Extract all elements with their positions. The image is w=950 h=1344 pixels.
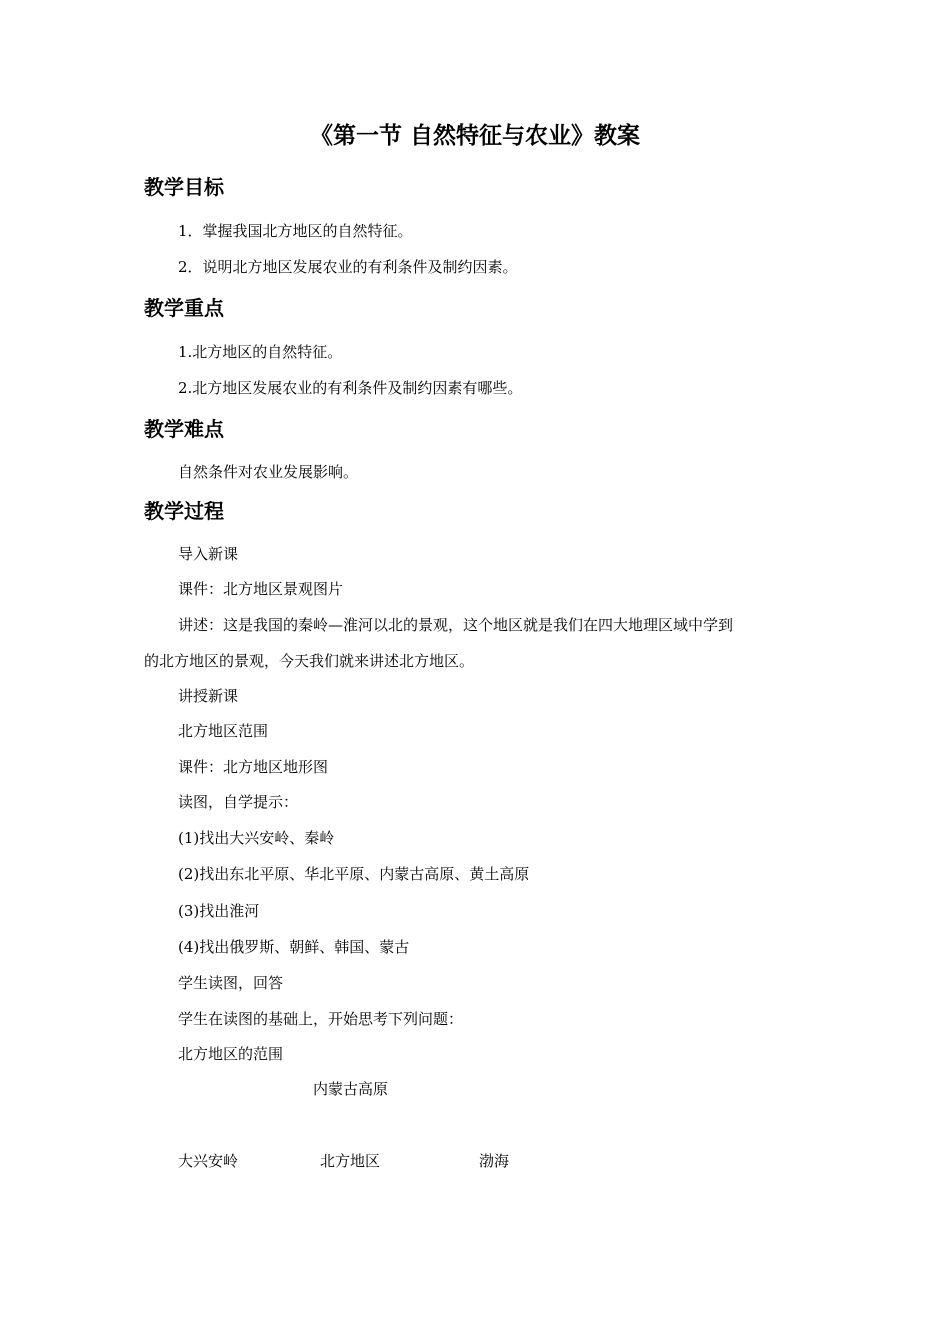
objective-item-2: 2．说明北方地区发展农业的有利条件及制约因素。 — [178, 258, 518, 276]
diagram-label-north: 内蒙古高原 — [313, 1080, 389, 1098]
key-point-item-1: 1.北方地区的自然特征。 — [178, 343, 343, 361]
heading-process: 教学过程 — [144, 499, 224, 523]
diagram-label-west: 大兴安岭 — [178, 1152, 239, 1170]
heading-key-points: 教学重点 — [144, 296, 224, 320]
process-line: (2)找出东北平原、华北平原、内蒙古高原、黄土高原 — [178, 865, 530, 883]
process-line: 课件：北方地区地形图 — [178, 758, 329, 776]
diagram-label-center: 北方地区 — [320, 1152, 381, 1170]
process-line: 课件：北方地区景观图片 — [178, 580, 344, 598]
key-point-item-2: 2.北方地区发展农业的有利条件及制约因素有哪些。 — [178, 379, 523, 397]
process-line: 导入新课 — [178, 545, 239, 563]
process-line: 讲述：这是我国的秦岭—淮河以北的景观，这个地区就是我们在四大地理区域中学到 — [178, 616, 734, 634]
process-line: 的北方地区的景观，今天我们就来讲述北方地区。 — [144, 652, 475, 670]
difficulty-item-1: 自然条件对农业发展影响。 — [178, 463, 359, 481]
objective-item-1: 1．掌握我国北方地区的自然特征。 — [178, 222, 413, 240]
process-line: (4)找出俄罗斯、朝鲜、韩国、蒙古 — [178, 938, 410, 956]
heading-objectives: 教学目标 — [144, 175, 224, 199]
process-line: 讲授新课 — [178, 687, 239, 705]
process-line: 学生在读图的基础上，开始思考下列问题： — [178, 1010, 464, 1028]
heading-difficulties: 教学难点 — [144, 417, 224, 441]
process-line: 北方地区范围 — [178, 722, 269, 740]
document-title: 《第一节 自然特征与农业》教案 — [309, 123, 640, 149]
process-line: 读图，自学提示： — [178, 793, 299, 811]
diagram-label-east: 渤海 — [479, 1152, 510, 1170]
process-line: 北方地区的范围 — [178, 1045, 284, 1063]
process-line: 学生读图，回答 — [178, 974, 284, 992]
process-line: (1)找出大兴安岭、秦岭 — [178, 829, 335, 847]
process-line: (3)找出淮河 — [178, 902, 260, 920]
